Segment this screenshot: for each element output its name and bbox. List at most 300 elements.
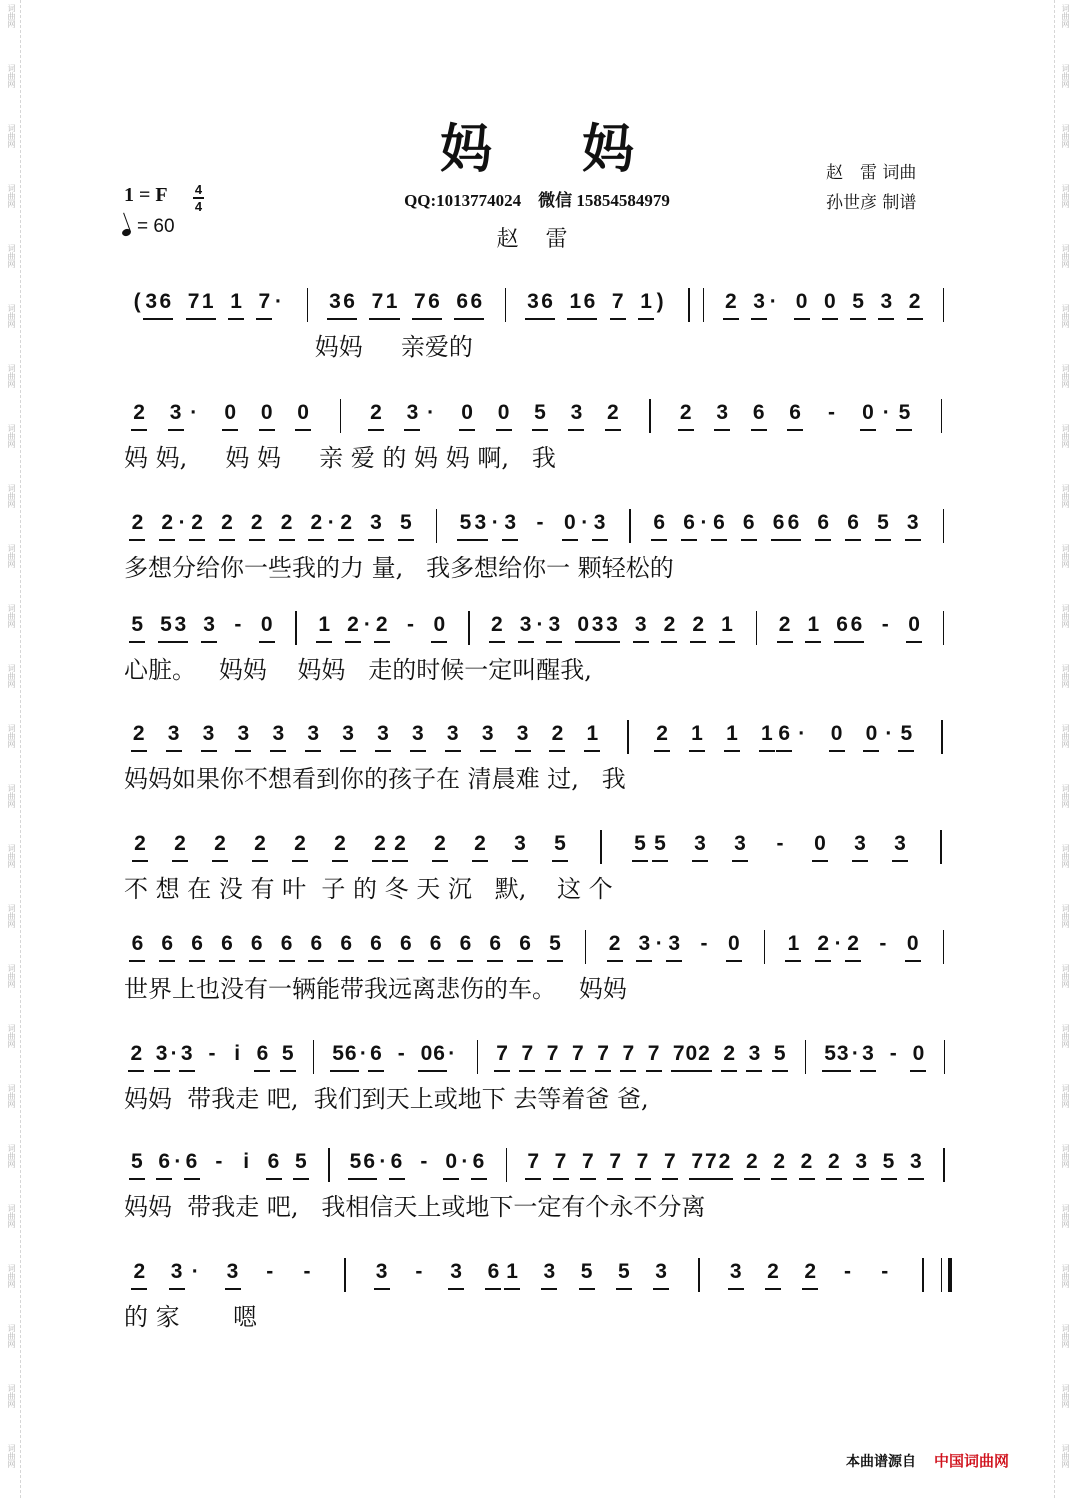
underline-beam bbox=[266, 1178, 282, 1180]
note-glyph: 0 bbox=[727, 932, 740, 955]
note-glyph: 7 bbox=[704, 1150, 717, 1173]
note-glyph: 6 bbox=[789, 401, 801, 424]
watermark-text: 词曲网 bbox=[1061, 124, 1070, 148]
note-glyph: 2 bbox=[394, 832, 406, 855]
note-glyph: 2 bbox=[334, 832, 346, 855]
underline-beam bbox=[579, 1288, 595, 1290]
bar-line bbox=[943, 1148, 945, 1182]
note-glyph: 6 bbox=[456, 290, 469, 313]
underline-beam bbox=[772, 1070, 788, 1072]
underline-beam bbox=[799, 1178, 815, 1180]
note-glyph: 0 bbox=[433, 613, 446, 636]
bar-line bbox=[649, 399, 651, 433]
note-glyph: 5 bbox=[898, 401, 911, 424]
note-glyph: 3 bbox=[170, 1260, 183, 1283]
underline-beam bbox=[374, 641, 390, 643]
note-glyph: 3 bbox=[909, 1150, 922, 1173]
underline-beam bbox=[426, 318, 442, 320]
note-glyph: 3 bbox=[180, 1042, 193, 1065]
bar-line bbox=[468, 611, 470, 645]
underline-beam bbox=[541, 1288, 557, 1290]
underline-beam bbox=[494, 1070, 510, 1072]
watermark-text: 词曲网 bbox=[1061, 1144, 1070, 1168]
note-glyph: 6 bbox=[131, 932, 144, 955]
note-glyph: 2 bbox=[254, 832, 266, 855]
underline-beam bbox=[848, 641, 864, 643]
note-glyph: · bbox=[191, 1260, 199, 1283]
note-glyph: i bbox=[243, 1150, 250, 1173]
note-glyph: 3 bbox=[174, 613, 187, 636]
note-glyph: 7 bbox=[371, 290, 384, 313]
note-glyph: 5 bbox=[554, 832, 566, 855]
watermark-text: 词曲网 bbox=[7, 64, 16, 88]
note-glyph: - bbox=[420, 1150, 428, 1173]
underline-beam bbox=[607, 960, 623, 962]
note-glyph: 3 bbox=[668, 932, 681, 955]
underline-beam bbox=[316, 641, 332, 643]
note-glyph: 3 bbox=[880, 290, 893, 313]
watermark-text: 词曲网 bbox=[1061, 844, 1070, 868]
note-glyph: 2 bbox=[134, 832, 146, 855]
underline-beam bbox=[771, 539, 787, 541]
underline-beam bbox=[905, 960, 921, 962]
note-glyph: 3 bbox=[634, 613, 647, 636]
underline-beam bbox=[384, 318, 400, 320]
note-glyph: 1 bbox=[787, 932, 800, 955]
note-glyph: 2 bbox=[214, 832, 226, 855]
note-glyph: - bbox=[234, 613, 242, 636]
bar-line bbox=[313, 1040, 315, 1074]
note-glyph: 3 bbox=[370, 511, 382, 534]
watermark-text: 词曲网 bbox=[1061, 64, 1070, 88]
underline-beam bbox=[539, 318, 555, 320]
note-glyph: 3 bbox=[570, 401, 583, 424]
bar-line bbox=[922, 1258, 924, 1292]
note-glyph: 3 bbox=[716, 401, 729, 424]
note-glyph: · bbox=[178, 511, 186, 534]
note-glyph: 1 bbox=[201, 290, 214, 313]
underline-beam bbox=[525, 1178, 541, 1180]
underline-beam bbox=[392, 860, 408, 862]
underline-beam bbox=[719, 641, 735, 643]
note-glyph: 2 bbox=[133, 1260, 146, 1283]
underline-beam bbox=[518, 641, 534, 643]
note-glyph: · bbox=[190, 401, 198, 424]
underline-beam bbox=[332, 860, 348, 862]
note-glyph: 2 bbox=[718, 1150, 731, 1173]
note-glyph: 2 bbox=[656, 722, 668, 745]
underline-beam bbox=[553, 1178, 569, 1180]
note-glyph: 3 bbox=[412, 722, 424, 745]
underline-beam bbox=[398, 539, 414, 541]
underline-beam bbox=[156, 1178, 172, 1180]
underline-beam bbox=[570, 1070, 586, 1072]
notation-line bbox=[0, 288, 1074, 328]
note-glyph: 2 bbox=[773, 1150, 785, 1173]
underline-beam bbox=[829, 750, 845, 752]
bar-line bbox=[436, 509, 438, 543]
footer-site-link[interactable]: 中国词曲网 bbox=[934, 1452, 1010, 1470]
underline-beam bbox=[592, 539, 608, 541]
underline-beam bbox=[338, 960, 354, 962]
notation-line bbox=[0, 1258, 1074, 1298]
underline-beam bbox=[633, 641, 649, 643]
note-glyph: - bbox=[881, 1260, 889, 1283]
note-glyph: 2 bbox=[725, 290, 737, 313]
underline-beam bbox=[129, 1178, 145, 1180]
watermark-text: 词曲网 bbox=[7, 1444, 16, 1468]
note-glyph: 0 bbox=[685, 1042, 698, 1065]
note-glyph: 5 bbox=[294, 1150, 307, 1173]
note-glyph: 3 bbox=[516, 722, 529, 745]
underline-beam bbox=[235, 750, 251, 752]
watermark-text: 词曲网 bbox=[1061, 784, 1070, 808]
underline-beam bbox=[546, 641, 562, 643]
note-glyph: 2 bbox=[804, 1260, 817, 1283]
underline-beam bbox=[201, 641, 217, 643]
watermark-text: 词曲网 bbox=[7, 544, 16, 568]
underline-beam bbox=[252, 860, 268, 862]
watermark-text: 词曲网 bbox=[7, 484, 16, 508]
watermark-text: 词曲网 bbox=[1061, 4, 1070, 28]
underline-beam bbox=[172, 860, 188, 862]
underline-beam bbox=[480, 750, 496, 752]
watermark-text: 词曲网 bbox=[7, 1324, 16, 1348]
note-glyph: - bbox=[776, 832, 784, 855]
watermark-text: 词曲网 bbox=[7, 124, 16, 148]
underline-beam bbox=[653, 1288, 669, 1290]
note-glyph: 3 bbox=[748, 1042, 761, 1065]
note-glyph: 0 bbox=[461, 401, 473, 424]
underline-beam bbox=[293, 1178, 309, 1180]
note-glyph: 6 bbox=[370, 1042, 382, 1065]
underline-beam bbox=[794, 318, 810, 320]
note-glyph: 6 bbox=[158, 1150, 170, 1173]
underline-beam bbox=[131, 1288, 147, 1290]
bar-line bbox=[943, 509, 945, 543]
underline-beam bbox=[532, 429, 548, 431]
time-bottom: 4 bbox=[194, 198, 203, 214]
underline-beam bbox=[279, 960, 295, 962]
watermark-text: 词曲网 bbox=[7, 1264, 16, 1288]
underline-beam bbox=[472, 539, 488, 541]
watermark-text: 词曲网 bbox=[7, 724, 16, 748]
underline-beam bbox=[661, 641, 677, 643]
underline-beam bbox=[604, 641, 620, 643]
underline-beam bbox=[812, 860, 828, 862]
note-glyph: 3 bbox=[593, 511, 606, 534]
underline-beam bbox=[222, 429, 238, 431]
note-glyph: 3 bbox=[203, 613, 215, 636]
note-glyph: · bbox=[174, 1150, 182, 1173]
underline-beam bbox=[878, 318, 894, 320]
lyric-line: 世界上也没有一辆能带我远离悲伤的车。 妈妈 bbox=[124, 975, 627, 1003]
tempo-marking bbox=[122, 216, 175, 238]
bar-line bbox=[698, 1258, 700, 1292]
note-glyph: 2 bbox=[474, 832, 486, 855]
note-glyph: 5 bbox=[900, 722, 913, 745]
bar-line bbox=[944, 1040, 946, 1074]
underline-beam bbox=[448, 1288, 464, 1290]
note-glyph: 6 bbox=[363, 1150, 375, 1173]
note-glyph: 6 bbox=[390, 1150, 403, 1173]
note-glyph: 5 bbox=[349, 1150, 362, 1173]
watermark-text: 词曲网 bbox=[7, 424, 16, 448]
note-glyph: 6 bbox=[343, 290, 355, 313]
footer-source-label: 本曲谱源自 bbox=[846, 1454, 916, 1470]
note-glyph: 6 bbox=[653, 511, 666, 534]
note-glyph: - bbox=[407, 613, 415, 636]
note-glyph: 3 bbox=[446, 722, 459, 745]
watermark-text: 词曲网 bbox=[7, 1384, 16, 1408]
note-glyph: 7 bbox=[496, 1042, 508, 1065]
note-glyph: 5 bbox=[459, 511, 472, 534]
time-signature bbox=[193, 183, 204, 213]
note-glyph: 5 bbox=[131, 613, 144, 636]
underline-beam bbox=[172, 641, 188, 643]
underline-beam bbox=[375, 750, 391, 752]
watermark-text: 词曲网 bbox=[7, 664, 16, 688]
notation-line bbox=[0, 399, 1074, 439]
note-glyph: 3 bbox=[514, 832, 526, 855]
bar-line bbox=[764, 930, 766, 964]
underline-beam bbox=[616, 1288, 632, 1290]
note-glyph: 6 bbox=[459, 932, 472, 955]
note-glyph: 3 bbox=[855, 1150, 867, 1173]
note-glyph: - bbox=[700, 932, 708, 955]
note-glyph: 1 bbox=[586, 722, 599, 745]
underline-beam bbox=[279, 539, 295, 541]
note-glyph: 2 bbox=[161, 511, 174, 534]
note-glyph: · bbox=[359, 1042, 367, 1065]
note-glyph: 7 bbox=[611, 290, 624, 313]
notation-line bbox=[0, 1040, 1074, 1080]
underline-beam bbox=[853, 1178, 869, 1180]
underline-beam bbox=[132, 860, 148, 862]
note-glyph: 5 bbox=[654, 832, 666, 855]
note-glyph: 1 bbox=[691, 722, 703, 745]
underline-beam bbox=[746, 1070, 762, 1072]
note-glyph: 5 bbox=[882, 1150, 895, 1173]
underline-beam bbox=[689, 750, 705, 752]
watermark-text: 词曲网 bbox=[1061, 544, 1070, 568]
note-glyph: 2 bbox=[174, 832, 186, 855]
underline-beam bbox=[785, 539, 801, 541]
note-glyph: 2 bbox=[221, 511, 233, 534]
underline-beam bbox=[259, 641, 275, 643]
underline-beam bbox=[845, 539, 861, 541]
note-glyph: 5 bbox=[634, 832, 646, 855]
note-glyph: 2 bbox=[692, 613, 705, 636]
note-glyph: 6 bbox=[159, 290, 172, 313]
lyric-line: 妈妈 带我走 吧, 我们到天上或地下 去等着爸 爸, bbox=[124, 1085, 649, 1113]
note-glyph: 7 bbox=[546, 1042, 559, 1065]
note-glyph: 5 bbox=[332, 1042, 344, 1065]
underline-beam bbox=[896, 429, 912, 431]
composer-credit: 赵 雷 词曲 bbox=[826, 163, 917, 183]
bar-line bbox=[505, 288, 507, 322]
note-glyph: 5 bbox=[618, 1260, 630, 1283]
note-glyph: 2 bbox=[310, 511, 323, 534]
underline-beam bbox=[338, 539, 354, 541]
underline-beam bbox=[605, 429, 621, 431]
underline-beam bbox=[562, 539, 578, 541]
note-glyph: 5 bbox=[549, 932, 561, 955]
watermark-text: 词曲网 bbox=[7, 904, 16, 928]
note-glyph: 5 bbox=[130, 1150, 143, 1173]
watermark-text: 词曲网 bbox=[1061, 964, 1070, 988]
key-signature: 1 = F bbox=[124, 184, 168, 206]
note-glyph: 3 bbox=[894, 832, 906, 855]
note-glyph: 1 bbox=[506, 1260, 518, 1283]
note-glyph: · bbox=[536, 613, 544, 636]
underline-beam bbox=[751, 429, 767, 431]
underline-beam bbox=[711, 539, 727, 541]
bar-line bbox=[600, 830, 602, 864]
watermark-text: 词曲网 bbox=[7, 604, 16, 628]
underline-beam bbox=[717, 1178, 733, 1180]
note-glyph: 3 bbox=[543, 1260, 556, 1283]
watermark-text: 词曲网 bbox=[7, 784, 16, 808]
underline-beam bbox=[549, 750, 565, 752]
note-glyph: - bbox=[215, 1150, 223, 1173]
underline-beam bbox=[852, 860, 868, 862]
watermark-text: 词曲网 bbox=[7, 1084, 16, 1108]
underline-beam bbox=[410, 750, 426, 752]
note-glyph: 6 bbox=[250, 932, 263, 955]
underline-beam bbox=[724, 750, 740, 752]
note-glyph: · bbox=[851, 1042, 859, 1065]
underline-beam bbox=[343, 1070, 359, 1072]
note-glyph: - bbox=[879, 932, 887, 955]
underline-beam bbox=[759, 750, 775, 752]
underline-beam bbox=[881, 1178, 897, 1180]
underline-beam bbox=[580, 1178, 596, 1180]
note-glyph: 6 bbox=[161, 932, 174, 955]
bar-line bbox=[943, 930, 945, 964]
note-glyph: 3 bbox=[527, 290, 539, 313]
underline-beam bbox=[485, 1288, 501, 1290]
note-glyph: 0 bbox=[795, 290, 808, 313]
note-glyph: 2 bbox=[607, 401, 619, 424]
underline-beam bbox=[468, 318, 484, 320]
underline-beam bbox=[219, 539, 235, 541]
watermark-text: 词曲网 bbox=[1061, 184, 1070, 208]
note-glyph: 5 bbox=[534, 401, 546, 424]
bar-line bbox=[941, 399, 943, 433]
note-glyph: 1 bbox=[640, 290, 652, 313]
note-glyph: 0 bbox=[224, 401, 237, 424]
watermark-text: 词曲网 bbox=[1061, 904, 1070, 928]
note-glyph: - bbox=[828, 401, 836, 424]
underline-beam bbox=[607, 1178, 623, 1180]
underline-beam bbox=[785, 960, 801, 962]
underline-beam bbox=[131, 750, 147, 752]
underline-beam bbox=[822, 318, 838, 320]
watermark-text: 词曲网 bbox=[1061, 604, 1070, 628]
note-glyph: · bbox=[581, 511, 589, 534]
underline-beam bbox=[398, 960, 414, 962]
watermark-text: 词曲网 bbox=[1061, 1084, 1070, 1108]
note-glyph: 3 bbox=[638, 932, 651, 955]
note-glyph: 3 bbox=[753, 290, 765, 313]
note-glyph: 1 bbox=[807, 613, 820, 636]
note-glyph: 2 bbox=[370, 401, 382, 424]
note-glyph: 7 bbox=[636, 1150, 649, 1173]
underline-beam bbox=[620, 1070, 636, 1072]
watermark-text: 词曲网 bbox=[7, 184, 16, 208]
note-glyph: 7 bbox=[663, 1150, 676, 1173]
note-glyph: 2 bbox=[191, 511, 203, 534]
watermark-text: 词曲网 bbox=[1061, 1204, 1070, 1228]
underline-beam bbox=[875, 539, 891, 541]
underline-beam bbox=[863, 750, 879, 752]
note-glyph: 7 bbox=[521, 1042, 534, 1065]
note-glyph: 6 bbox=[280, 932, 293, 955]
note-glyph: 6 bbox=[472, 1150, 485, 1173]
underline-beam bbox=[496, 429, 512, 431]
watermark-text: 词曲网 bbox=[7, 364, 16, 388]
note-glyph: 3 bbox=[169, 401, 182, 424]
note-glyph: 1 bbox=[721, 613, 733, 636]
notation-line bbox=[0, 509, 1074, 549]
bar-line bbox=[340, 399, 342, 433]
underline-beam bbox=[249, 539, 265, 541]
underline-beam bbox=[200, 318, 216, 320]
underline-beam bbox=[472, 860, 488, 862]
underline-beam bbox=[504, 1288, 520, 1290]
note-glyph: 2 bbox=[847, 932, 859, 955]
note-glyph: 2 bbox=[551, 722, 564, 745]
underline-beam bbox=[696, 1070, 712, 1072]
underline-beam bbox=[129, 539, 145, 541]
underline-beam bbox=[445, 750, 461, 752]
note-glyph: 7 bbox=[691, 1150, 703, 1173]
note-glyph: 7 bbox=[572, 1042, 584, 1065]
underline-beam bbox=[652, 860, 668, 862]
notation-line bbox=[0, 830, 1074, 870]
watermark-text: 词曲网 bbox=[1061, 244, 1070, 268]
note-glyph: 0 bbox=[906, 932, 919, 955]
bar-line bbox=[688, 288, 690, 322]
underline-beam bbox=[547, 960, 563, 962]
note-glyph: · bbox=[769, 290, 777, 313]
underline-beam bbox=[666, 960, 682, 962]
underline-beam bbox=[552, 860, 568, 862]
note-glyph: 0 bbox=[912, 1042, 925, 1065]
note-glyph: 6 bbox=[221, 932, 233, 955]
underline-beam bbox=[374, 1288, 390, 1290]
note-glyph: 7 bbox=[527, 1150, 539, 1173]
underline-beam bbox=[908, 1178, 924, 1180]
underline-beam bbox=[169, 1288, 185, 1290]
note-glyph: 2 bbox=[131, 511, 144, 534]
underline-beam bbox=[692, 860, 708, 862]
watermark-text: 词曲网 bbox=[7, 1024, 16, 1048]
underline-beam bbox=[361, 1178, 377, 1180]
underline-beam bbox=[845, 960, 861, 962]
underline-beam bbox=[654, 750, 670, 752]
note-glyph: 2 bbox=[347, 613, 359, 636]
underline-beam bbox=[432, 860, 448, 862]
underline-beam bbox=[765, 1288, 781, 1290]
note-glyph: 1 bbox=[318, 613, 331, 636]
note-glyph: 3 bbox=[145, 290, 158, 313]
underline-beam bbox=[638, 318, 654, 320]
note-glyph: 6 bbox=[487, 1260, 500, 1283]
note-glyph: 3 bbox=[655, 1260, 667, 1283]
bar-line bbox=[344, 1258, 346, 1292]
